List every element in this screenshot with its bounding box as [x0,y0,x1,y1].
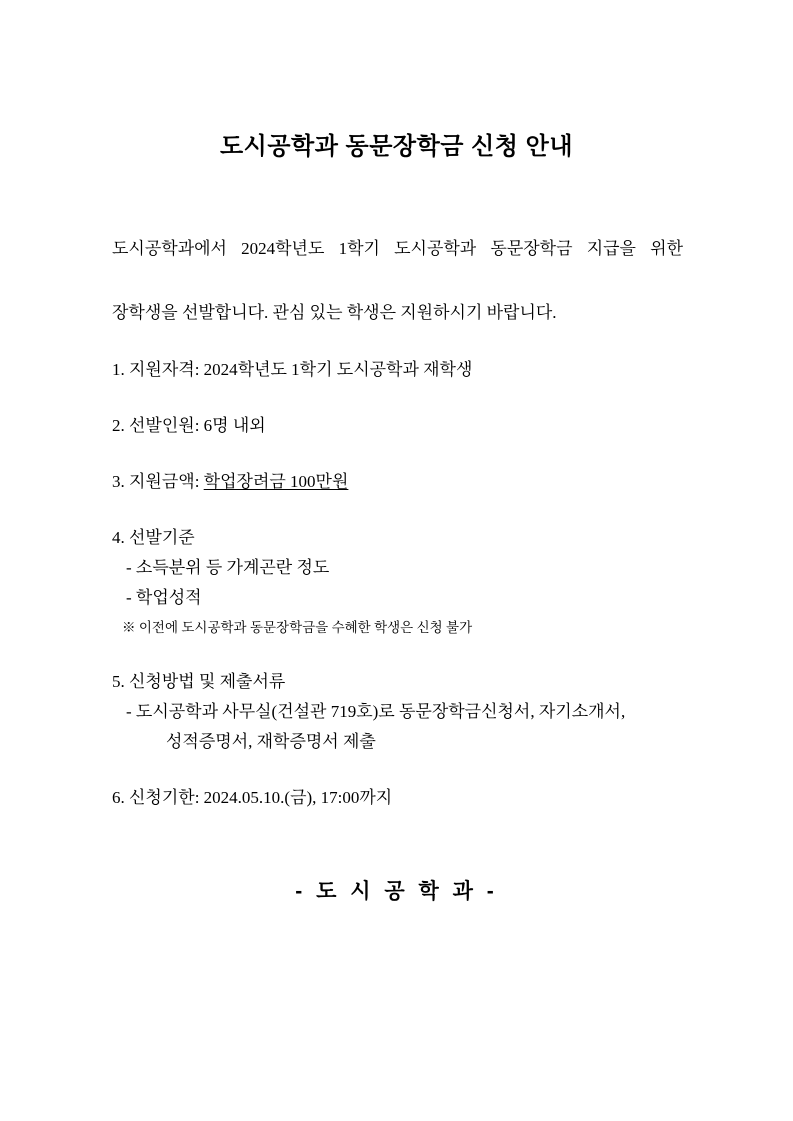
list-item [112,523,683,641]
item-number: 6. [112,788,125,807]
item-text: 신청기한: 2024.05.10.(금), 17:00까지 [129,788,393,807]
sub-item: - 소득분위 등 가계곤란 정도 [126,558,330,577]
item-number: 4. [112,528,125,547]
item-text: 선발기준 [129,528,195,547]
item-text: 선발인원: 6명 내외 [129,416,266,435]
item-number: 2. [112,416,125,435]
intro-line-1: 도시공학과에서 2024학년도 1학기 도시공학과 동문장학금 지급을 위한 [112,239,683,258]
item-number: 3. [112,472,125,491]
item-text: 지원자격: 2024학년도 1학기 도시공학과 재학생 [129,360,473,379]
page-title: 도시공학과 동문장학금 신청 안내 [219,133,574,160]
intro-line-2: 장학생을 선발합니다. 관심 있는 학생은 지원하시기 바랍니다. [112,303,557,322]
item-label: 지원금액: [129,472,200,491]
sub-item-line-1: - 도시공학과 사무실(건설관 719호)로 동문장학금신청서, 자기소개서, [126,702,626,721]
intro-paragraph [112,233,683,329]
list-item [112,467,683,497]
item-number: 1. [112,360,125,379]
list-item [112,783,683,813]
document-body [112,233,683,813]
list-item [112,667,683,757]
item-text: 신청방법 및 제출서류 [129,672,286,691]
scholarship-amount: 학업장려금 100만원 [203,472,349,491]
department-signature: - 도 시 공 학 과 - [295,880,498,903]
item-note: ※ 이전에 도시공학과 동문장학금을 수혜한 학생은 신청 불가 [122,620,473,635]
sub-item-line-2: 성적증명서, 재학증명서 제출 [166,732,376,751]
sub-item [126,697,683,757]
list-item [112,411,683,441]
list-item [112,355,683,385]
item-number: 5. [112,672,125,691]
sub-item: - 학업성적 [126,588,202,607]
